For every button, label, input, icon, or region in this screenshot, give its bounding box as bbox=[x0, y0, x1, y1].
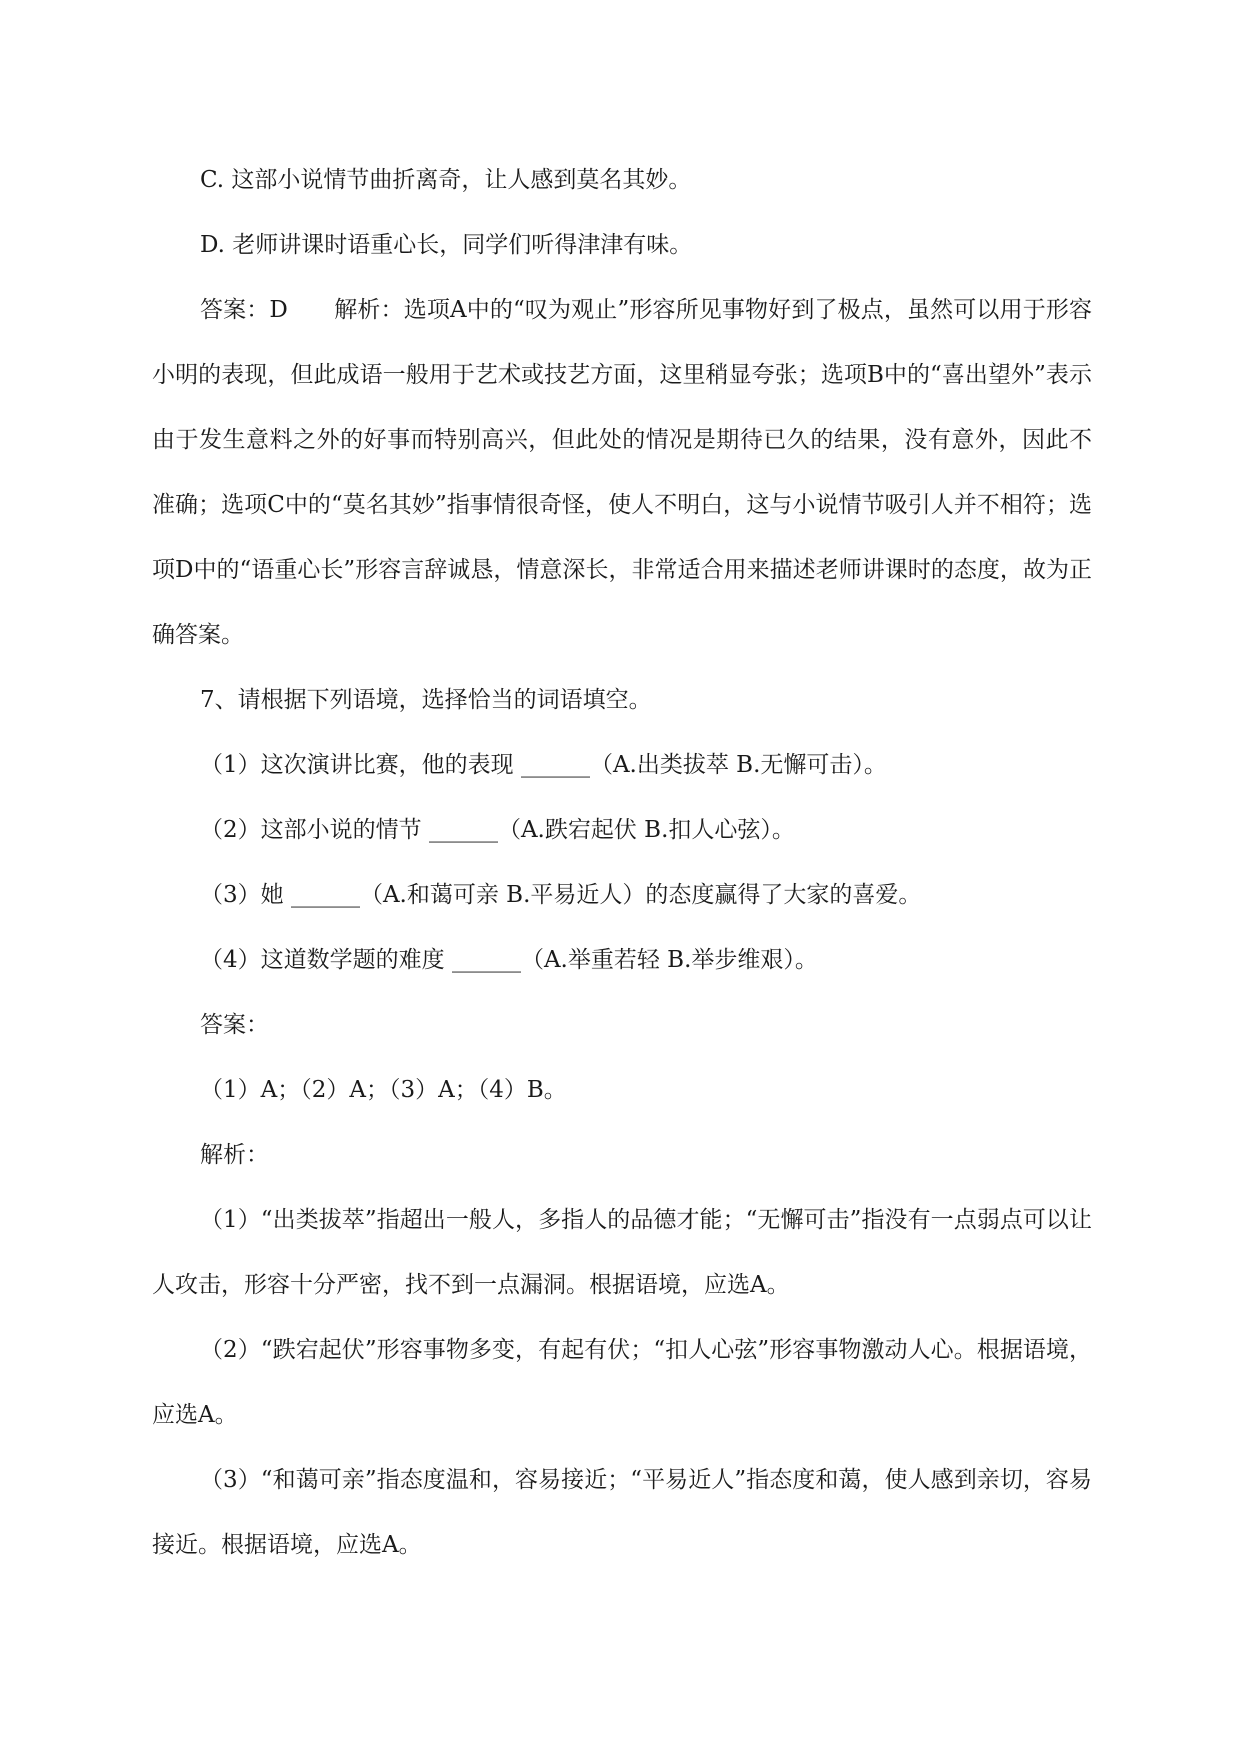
answer-values: （1）A；（2）A；（3）A；（4）B。 bbox=[200, 1077, 567, 1103]
option-c-paragraph: C. 这部小说情节曲折离奇，让人感到莫名其妙。 bbox=[200, 167, 692, 193]
option-d-paragraph: D. 老师讲课时语重心长，同学们听得津津有味。 bbox=[200, 232, 693, 258]
question-7-item-1: （1）这次演讲比赛，他的表现 ______（A.出类拔萃 B.无懈可击）。 bbox=[200, 752, 887, 778]
analysis-item-2: （2）“跌宕起伏”形容事物多变，有起有伏；“扣人心弦”形容事物激动人心。根据语境，应选A。 bbox=[152, 1337, 1092, 1428]
question-7-item-4: （4）这道数学题的难度 ______（A.举重若轻 B.举步维艰）。 bbox=[200, 947, 818, 973]
question-7-item-2: （2）这部小说的情节 ______（A.跌宕起伏 B.扣人心弦）。 bbox=[200, 817, 795, 843]
analysis-label: 解析： bbox=[200, 1142, 269, 1168]
analysis-item-3: （3）“和蔼可亲”指态度温和，容易接近；“平易近人”指态度和蔼，使人感到亲切，容易接近。根据语境，应选A。 bbox=[152, 1467, 1092, 1558]
question-7-heading: 7、请根据下列语境，选择恰当的词语填空。 bbox=[200, 687, 652, 713]
answer-analysis-paragraph: 答案：D 解析：选项A中的“叹为观止”形容所见事物好到了极点，虽然可以用于形容小明的表现，但此成语一般用于艺术或技艺方面，这里稍显夸张；选项B中的“喜出望外”表示由于发生意料之外的好事而特别高兴，但此处的情况是期待已久的结果，没有意外，因此不准确；选项C中的“莫名其妙”指事情很奇怪，使人不明白，这与小说情节吸引人并不相符；选项D中的“语重心长”形容言辞诚恳，情意深长，非常适合用来描述老师讲课时的态度，故为正确答案。 bbox=[152, 297, 1092, 648]
answer-label: 答案： bbox=[200, 1012, 269, 1038]
analysis-item-1: （1）“出类拔萃”指超出一般人，多指人的品德才能；“无懈可击”指没有一点弱点可以让人攻击，形容十分严密，找不到一点漏洞。根据语境，应选A。 bbox=[152, 1207, 1092, 1298]
document-body bbox=[152, 148, 1092, 1578]
question-7-item-3: （3）她 ______（A.和蔼可亲 B.平易近人）的态度赢得了大家的喜爱。 bbox=[200, 882, 922, 908]
